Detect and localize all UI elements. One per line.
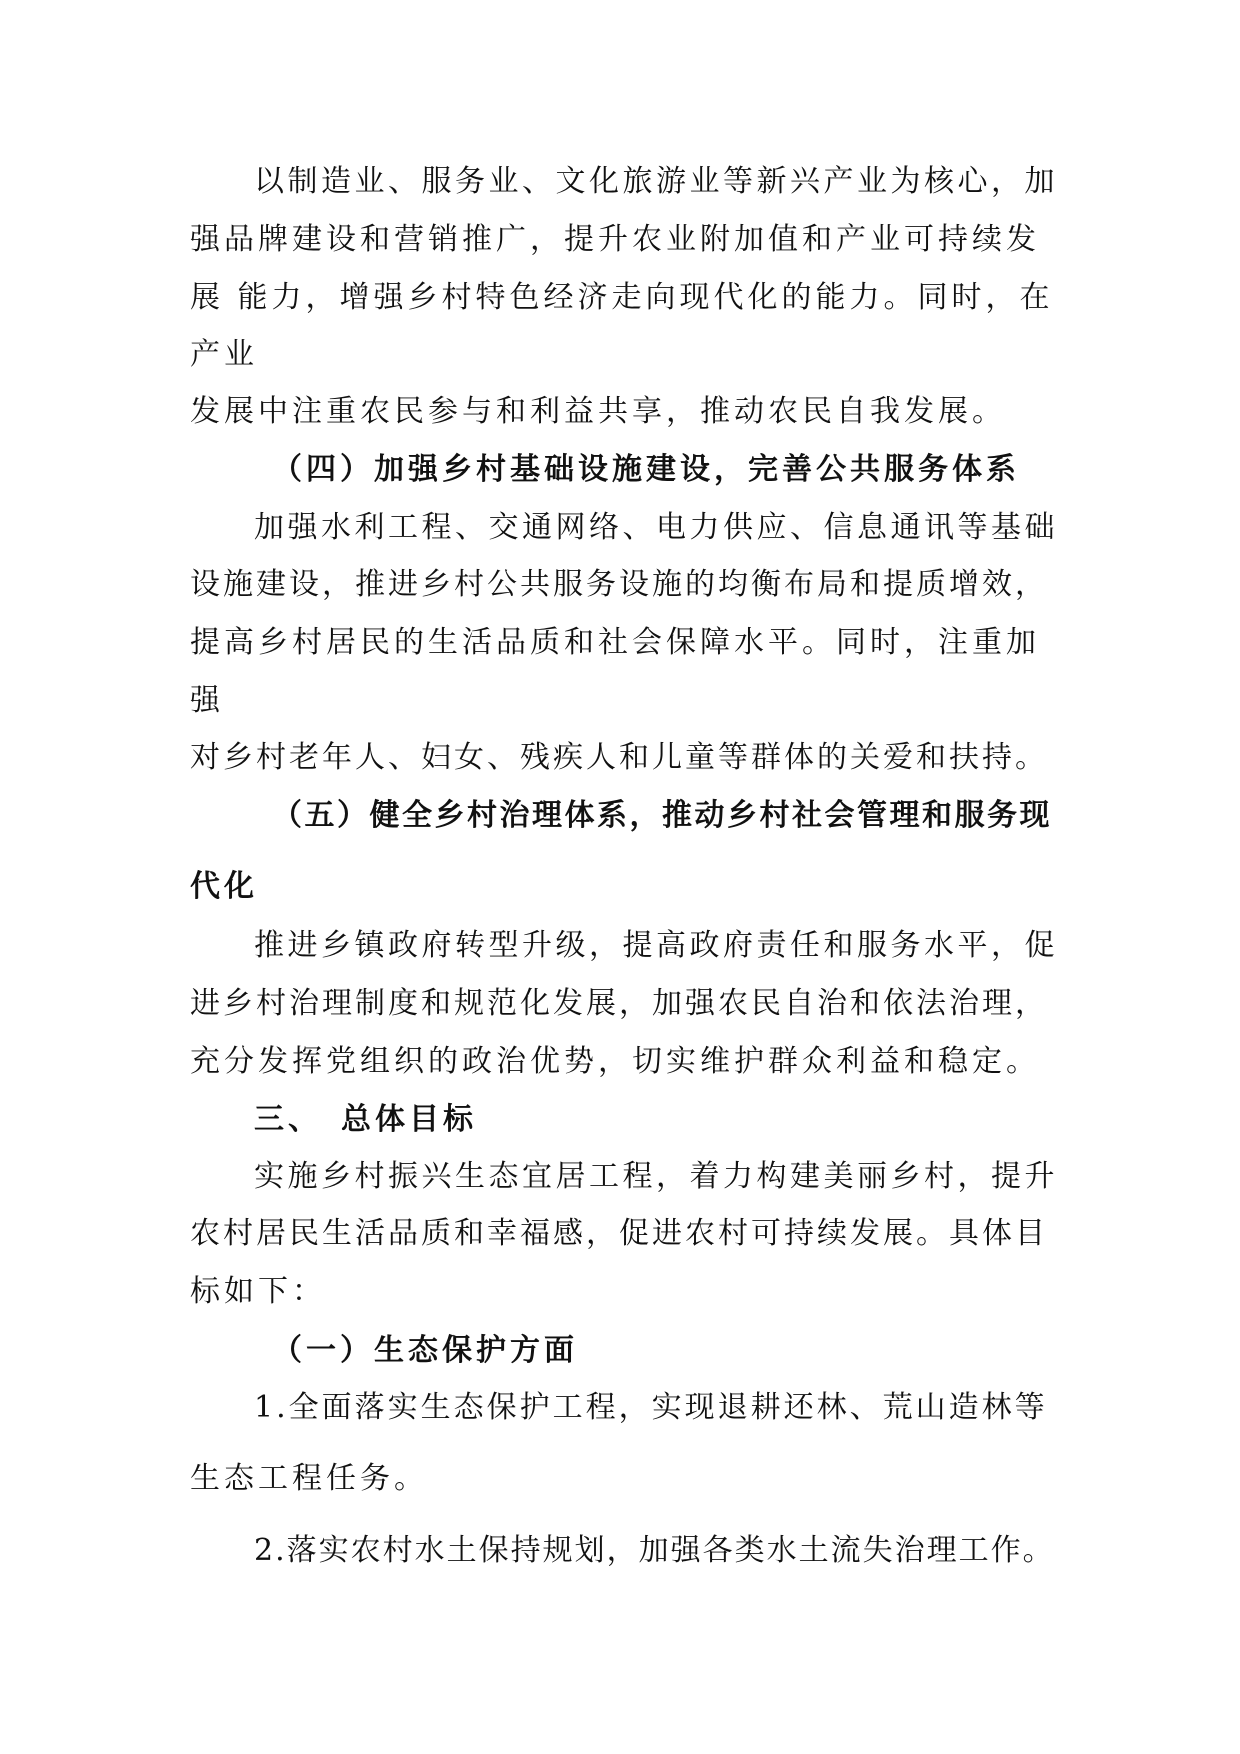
paragraph-line: 标如下： — [190, 1274, 326, 1309]
paragraph-line: 展 能力，增强乡村特色经济走向现代化的能力。同时，在 — [190, 280, 1054, 315]
paragraph-line: 强品牌建设和营销推广，提升农业附加值和产业可持续发 — [190, 222, 1040, 257]
paragraph-line: 推进乡镇政府转型升级，提高政府责任和服务水平，促 — [254, 928, 1058, 963]
section-heading: （四）加强乡村基础设施建设，完善公共服务体系 — [272, 452, 1020, 487]
paragraph-line: 提高乡村居民的生活品质和社会保障水平。同时，注重加 — [190, 625, 1040, 660]
paragraph-line: 农村居民生活品质和幸福感，促进农村可持续发展。具体目 — [190, 1216, 1048, 1251]
paragraph-line: 设施建设，推进乡村公共服务设施的均衡布局和提质增效， — [190, 567, 1048, 602]
list-item: 2.落实农村水土保持规划，加强各类水土流失治理工作。 — [254, 1533, 1055, 1568]
paragraph-line: 发展中注重农民参与和利益共享，推动农民自我发展。 — [190, 394, 1006, 429]
paragraph-line: 进乡村治理制度和规范化发展，加强农民自治和依法治理， — [190, 986, 1048, 1021]
paragraph-line: 实施乡村振兴生态宜居工程，着力构建美丽乡村，提升 — [254, 1159, 1058, 1194]
paragraph-line: 加强水利工程、交通网络、电力供应、信息通讯等基础 — [254, 510, 1058, 545]
section-heading-continued: 代化 — [190, 869, 258, 904]
section-heading: （五）健全乡村治理体系，推动乡村社会管理和服务现 — [272, 798, 1052, 833]
paragraph-line: 产业 — [190, 337, 258, 372]
paragraph-line: 以制造业、服务业、文化旅游业等新兴产业为核心，加 — [254, 164, 1058, 199]
chapter-heading: 三、 总体目标 — [254, 1102, 477, 1137]
list-item-continued: 生态工程任务。 — [190, 1461, 428, 1496]
paragraph-line: 对乡村老年人、妇女、残疾人和儿童等群体的关爱和扶持。 — [190, 740, 1048, 775]
list-item: 1.全面落实生态保护工程，实现退耕还林、荒山造林等 — [254, 1390, 1048, 1425]
section-heading: （一）生态保护方面 — [272, 1333, 578, 1368]
paragraph-line: 强 — [190, 683, 224, 718]
paragraph-line: 充分发挥党组织的政治优势，切实维护群众利益和稳定。 — [190, 1044, 1040, 1079]
